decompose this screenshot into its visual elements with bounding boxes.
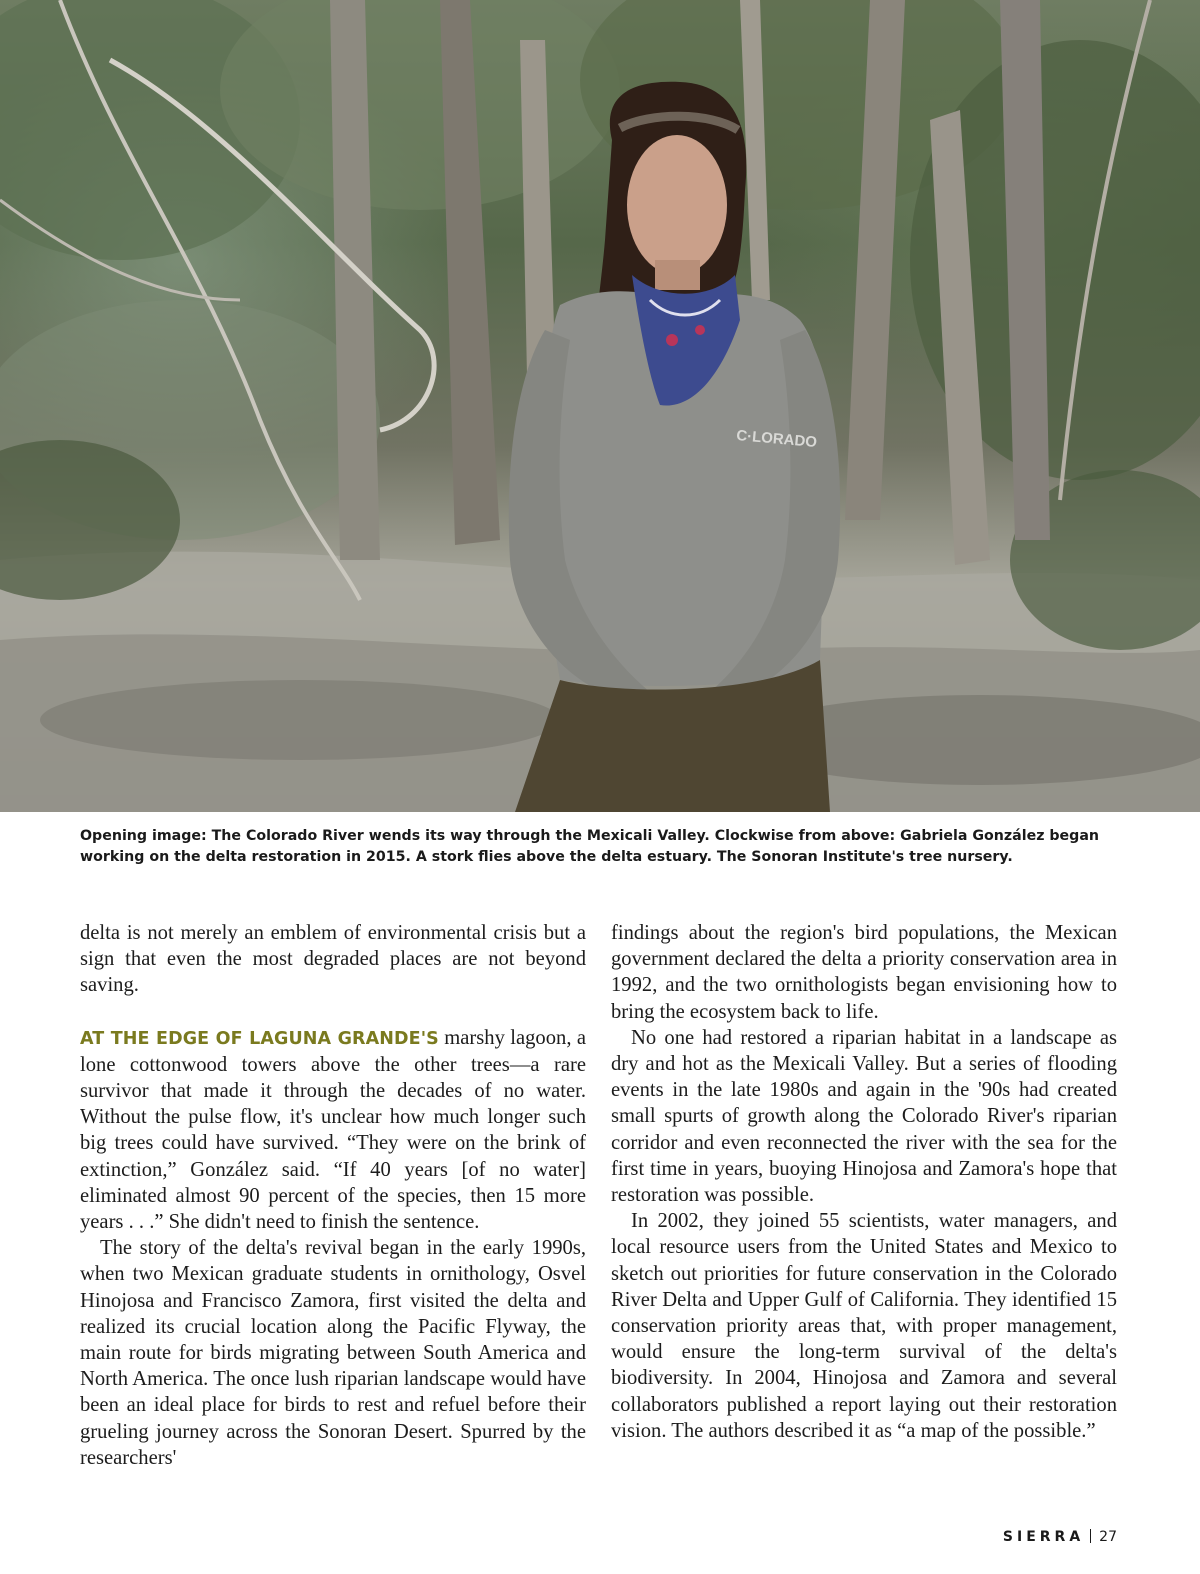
section-paragraph xyxy=(80,1025,586,1236)
folio-divider xyxy=(1090,1529,1091,1543)
shirt-print: C·LORADO xyxy=(735,427,818,452)
magazine-name: SIERRA xyxy=(1002,1529,1085,1545)
paragraph: The story of the delta's revival began in the early 1990s, when two Mexican graduate students in ornithology, Osvel Hinojosa and Francisco Zamora, first visited the delta and realized its crucial location along the Pacific Flyway, the main route for birds migrating between South America and North America. The once lush riparian landscape would have been an ideal place for birds to rest and refuel before their grueling journey across the Sonoran Desert. Spurred by the researchers' xyxy=(80,1237,586,1469)
paragraph: findings about the region's bird populations, the Mexican government declared the delta a priority conservation area in 1992, and the two ornithologists began envisioning how to bring the ecosystem back to life. xyxy=(611,922,1117,1023)
article-column-right xyxy=(611,920,1117,1444)
paragraph: No one had restored a riparian habitat in a landscape as dry and hot as the Mexicali Valley. But a series of flooding events in the late 1980s and again in the '90s had created small spurts of growth along the Colorado River's riparian corridor and even reconnected the river with the sea for the first time in years, buoying Hinojosa and Zamora's hope that restoration was possible. xyxy=(611,1026,1117,1207)
paragraph: delta is not merely an emblem of environmental crisis but a sign that even the most degraded places are not beyond saving. xyxy=(80,922,586,997)
page-number: 27 xyxy=(1099,1529,1117,1545)
page-folio xyxy=(1003,1529,1117,1545)
section-lead-in: AT THE EDGE OF LAGUNA GRANDE'S xyxy=(80,1028,439,1049)
paragraph-text: marshy lagoon, a lone cottonwood towers above the other trees—a rare survivor that made it through the decades of no water. Without the pulse flow, it's unclear how much longer such big trees could have survived. “They were on the brink of extinction,” González said. “If 40 years [of no water] eliminated almost 90 percent of the species, then 15 more years . . .” She didn't need to finish the sentence. xyxy=(80,1026,586,1234)
photo-caption: Opening image: The Colorado River wends its way through the Mexicali Valley. Clockwise from above: Gabriela González began working on the delta restoration in 2015. A stork flies above the delta estuary. The Sonoran Institute's tree nursery. xyxy=(80,828,1100,865)
article-column-left xyxy=(80,920,586,1471)
paragraph: In 2002, they joined 55 scientists, water managers, and local resource users from the United States and Mexico to sketch out priorities for future conservation in the Colorado River Delta and Upper Gulf of California. They identified 15 conservation priority areas that, with proper management, would ensure the long-term survival of the delta's biodiversity. In 2004, Hinojosa and Zamora and several collaborators published a report laying out their restoration vision. The authors described it as “a map of the possible.” xyxy=(611,1210,1117,1442)
